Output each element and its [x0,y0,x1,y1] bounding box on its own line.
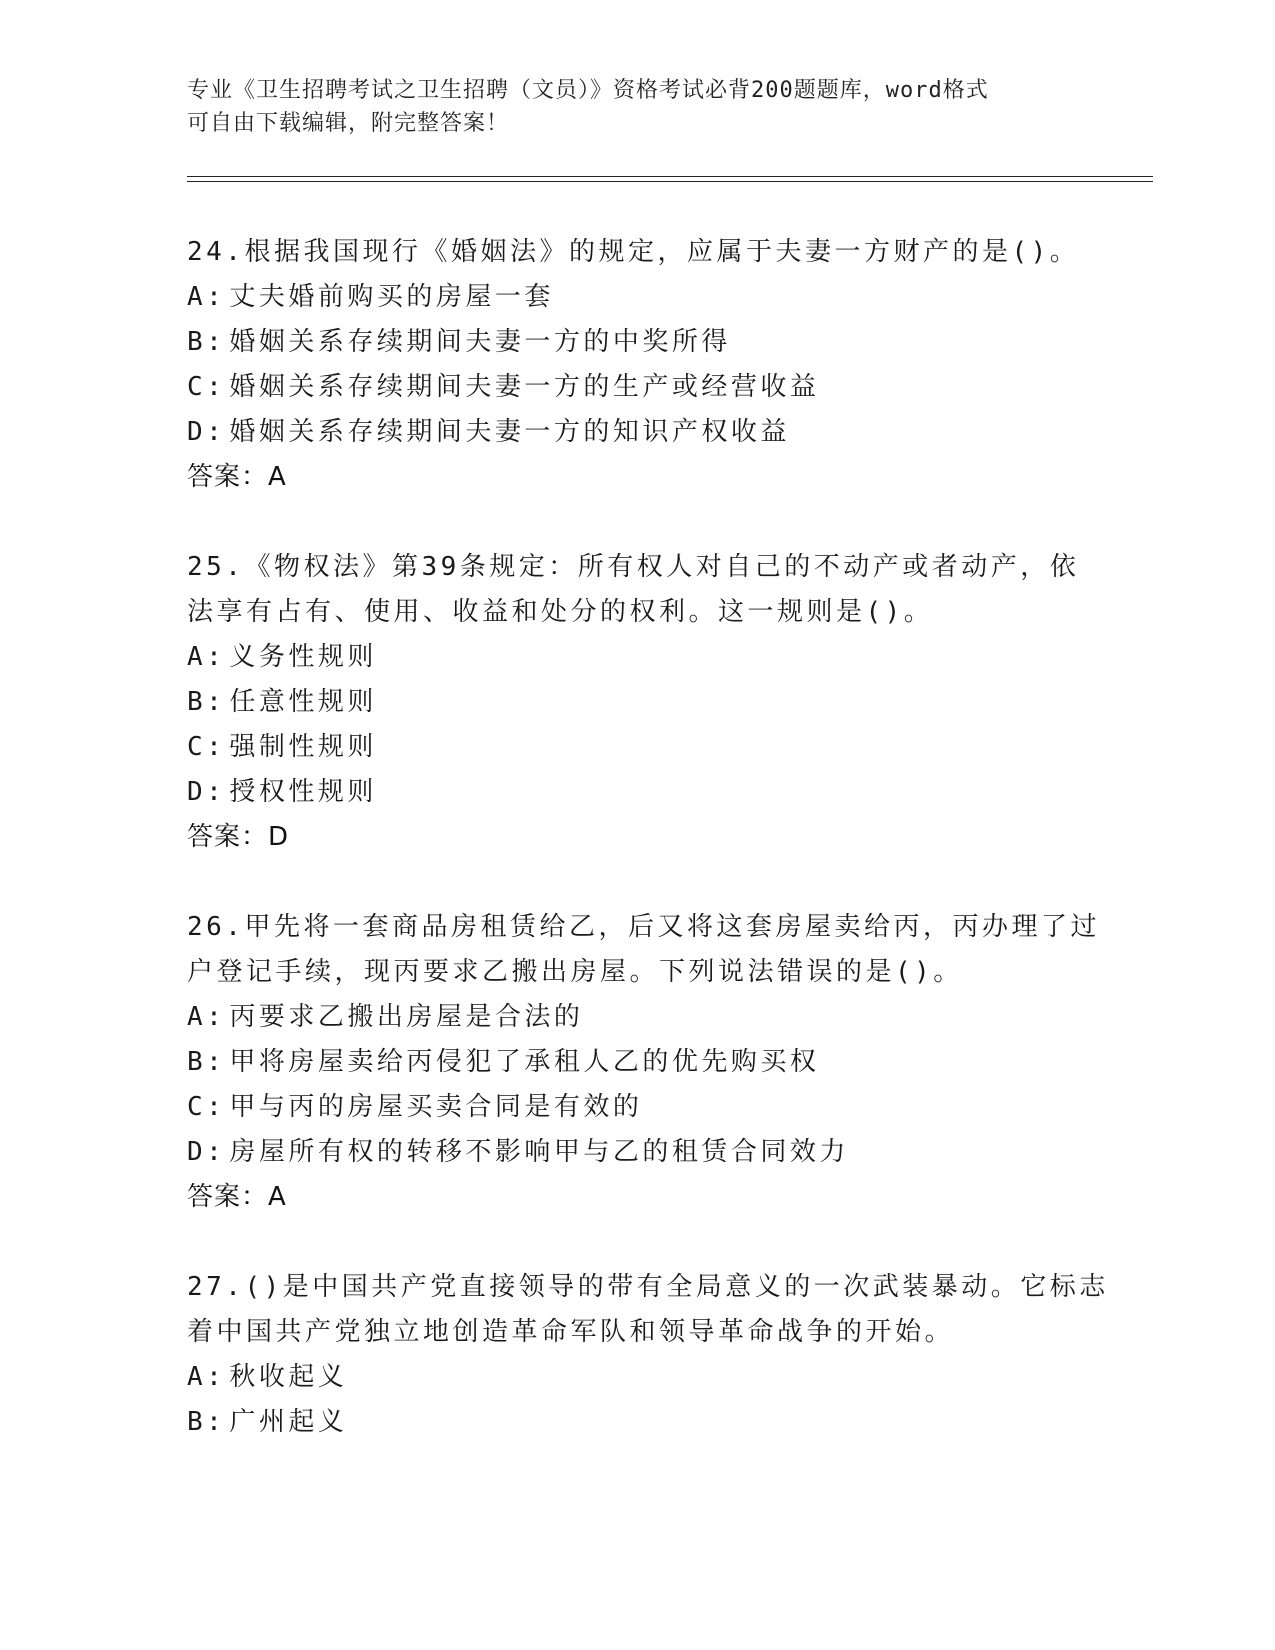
option-text: 秋收起义 [229,1362,348,1392]
option-text: 婚姻关系存续期间夫妻一方的知识产权收益 [229,417,790,447]
option-text: 任意性规则 [229,687,377,717]
question-25 [187,545,1087,860]
answer-line: 答案：A [187,462,287,492]
option-c [187,365,1087,410]
answer-line: 答案：D [187,822,290,852]
stem-line: 着中国共产党独立地创造革命军队和领导革命战争的开始。 [187,1317,955,1347]
option-d [187,770,1087,815]
stem-line: 27.()是中国共产党直接领导的带有全局意义的一次武装暴动。它标志 [187,1272,1109,1302]
option-d [187,410,1087,455]
option-text: 强制性规则 [229,732,377,762]
option-a [187,275,1087,320]
option-b [187,320,1087,365]
option-text: 甲将房屋卖给丙侵犯了承租人乙的优先购买权 [229,1047,820,1077]
option-key: B: [187,1407,226,1437]
option-text: 丙要求乙搬出房屋是合法的 [229,1002,584,1032]
header-divider-top [187,176,1153,177]
question-27 [187,1265,1109,1445]
document-header [187,74,1087,140]
option-key: A: [187,642,226,672]
header-divider-bottom [187,181,1153,182]
option-text: 甲与丙的房屋买卖合同是有效的 [229,1092,643,1122]
stem-line: 24.根据我国现行《婚姻法》的规定，应属于夫妻一方财产的是()。 [187,237,1080,267]
option-b [187,680,1087,725]
option-key: C: [187,732,226,762]
question-stem [187,905,1100,995]
option-b [187,1400,1087,1445]
option-text: 婚姻关系存续期间夫妻一方的生产或经营收益 [229,372,820,402]
option-d [187,1130,1087,1175]
option-b [187,1040,1087,1085]
option-key: A: [187,1362,226,1392]
option-text: 房屋所有权的转移不影响甲与乙的租赁合同效力 [229,1137,849,1167]
option-key: C: [187,1092,226,1122]
option-text: 丈夫婚前购买的房屋一套 [229,282,554,312]
header-line-1: 专业《卫生招聘考试之卫生招聘（文员）》资格考试必背200题题库，word格式 [187,78,989,103]
option-key: C: [187,372,226,402]
option-key: D: [187,417,226,447]
stem-line: 26.甲先将一套商品房租赁给乙，后又将这套房屋卖给丙，丙办理了过 [187,912,1100,942]
option-text: 婚姻关系存续期间夫妻一方的中奖所得 [229,327,731,357]
stem-line: 户登记手续，现丙要求乙搬出房屋。下列说法错误的是()。 [187,957,963,987]
answer-line: 答案：A [187,1182,287,1212]
option-key: B: [187,687,226,717]
option-c [187,725,1087,770]
option-text: 授权性规则 [229,777,377,807]
option-text: 广州起义 [229,1407,348,1437]
stem-line: 25.《物权法》第39条规定：所有权人对自己的不动产或者动产，依 [187,552,1080,582]
option-key: D: [187,1137,226,1167]
question-list [187,230,1109,1490]
option-key: A: [187,1002,226,1032]
option-a [187,635,1087,680]
question-stem [187,230,1087,275]
option-key: A: [187,282,226,312]
question-26 [187,905,1100,1220]
option-c [187,1085,1087,1130]
question-stem [187,1265,1109,1355]
option-key: B: [187,1047,226,1077]
option-text: 义务性规则 [229,642,377,672]
option-a [187,995,1087,1040]
option-key: B: [187,327,226,357]
option-key: D: [187,777,226,807]
question-stem [187,545,1087,635]
option-a [187,1355,1087,1400]
question-24 [187,230,1087,500]
header-line-2: 可自由下载编辑，附完整答案！ [187,111,510,136]
stem-line: 法享有占有、使用、收益和处分的权利。这一规则是()。 [187,597,934,627]
